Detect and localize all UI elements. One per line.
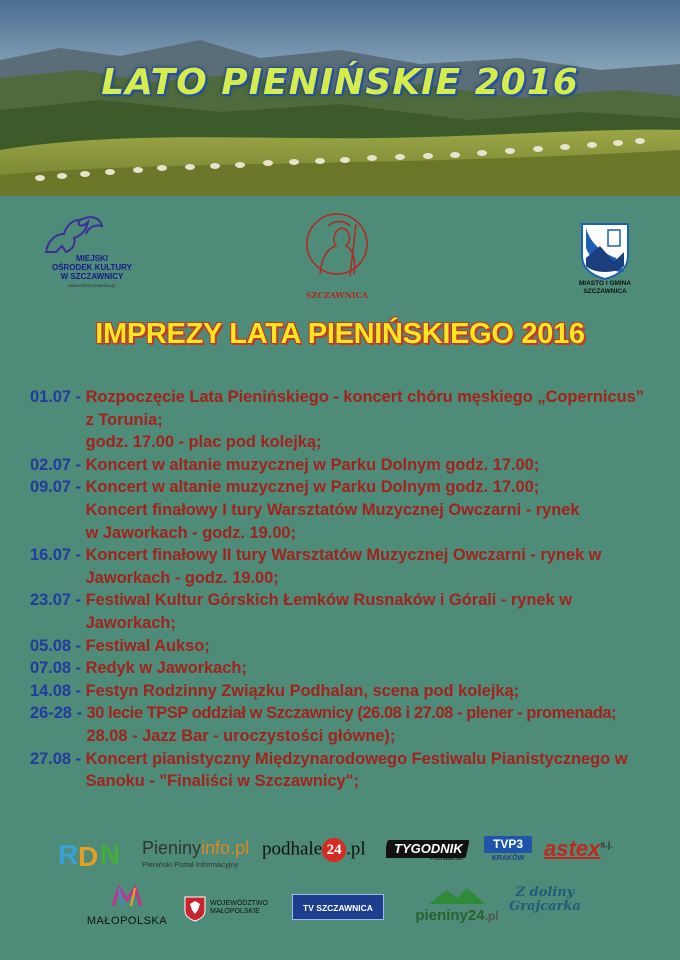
mok-caption: [48, 254, 136, 290]
poster-title: LATO PIENIŃSKIE 2016: [101, 62, 579, 103]
event-item: [30, 657, 660, 680]
szczawnica-logo-caption: SZCZAWNICA: [305, 290, 369, 300]
event-item: [30, 635, 660, 658]
astex-suffix: s.j.: [600, 839, 613, 850]
gmina-caption-line-1: MIASTO I GMINA: [578, 280, 632, 287]
szczawnica-anniversary-logo: [298, 204, 376, 304]
events-list: [30, 386, 660, 793]
mok-caption-line-2: OŚRODEK KULTURY: [52, 263, 132, 272]
astex-name: astex: [544, 836, 601, 861]
pieniny24-logo: [412, 886, 502, 926]
event-line: w Jaworkach - godz. 19.00;: [85, 523, 297, 542]
events-heading: IMPREZY LATA PIENIŃSKIEGO 2016: [95, 318, 585, 350]
podhale24-suffix: .pl: [346, 838, 366, 860]
tygodnik-name: TYGODNIK: [394, 841, 463, 856]
event-item: [30, 454, 660, 477]
event-line: 28.08 - Jazz Bar - uroczystości główne);: [86, 726, 396, 745]
pieniny24-name: [412, 907, 502, 924]
event-line: Koncert finałowy II tury Warsztatów Muzycznej Owczarni - rynek w: [85, 546, 602, 565]
header-landscape-image: [0, 0, 680, 200]
pieniny-info-name-b: info.pl: [201, 838, 250, 858]
event-date: 05.08 -: [30, 636, 86, 655]
pieniny-info-name: [142, 838, 254, 859]
event-item: [30, 748, 660, 793]
pieniny24-name-a: pieniny24: [415, 907, 485, 924]
event-date: 23.07 -: [30, 591, 86, 610]
event-line: Festiwal Aukso;: [85, 636, 210, 655]
svg-text:N: N: [100, 839, 121, 870]
gmina-coat-of-arms: [574, 222, 636, 302]
event-line: Koncert w altanie muzycznej w Parku Dolnym godz. 17.00;: [85, 478, 540, 497]
malopolska-name: MAŁOPOLSKA: [86, 915, 168, 927]
event-line: Jaworkach - godz. 19.00;: [85, 568, 279, 587]
z-doliny-line-1: Z doliny: [515, 885, 575, 900]
podhale24-number: 24: [322, 838, 346, 862]
z-doliny-line-2: Grajcarka: [509, 899, 581, 914]
podhale24-logo: [262, 838, 374, 866]
mok-caption-line-1: MIEJSKI: [75, 254, 108, 263]
event-item: [30, 702, 660, 747]
event-line: Rozpoczęcie Lata Pienińskiego - koncert chóru męskiego „Copernicus”: [85, 388, 644, 406]
event-line: Koncert w altanie muzycznej w Parku Dolnym godz. 17.00;: [85, 455, 540, 474]
pieniny-info-tagline: Pieniński Portal Informacyjny: [142, 860, 239, 869]
svg-text:D: D: [78, 841, 99, 872]
event-line: Koncert finałowy I tury Warsztatów Muzycznej Owczarni - rynek: [85, 500, 580, 519]
pieniny-info-logo: [142, 838, 254, 872]
event-line: Sanoku - "Finaliści w Szczawnicy";: [85, 772, 359, 791]
mok-logo: [36, 212, 136, 302]
event-item: [30, 476, 660, 544]
event-date: 02.07 -: [30, 455, 86, 474]
tvp3-name: TVP3: [484, 836, 532, 853]
wojewodztwo-name-line-1: WOJEWÓDZTWO: [210, 900, 268, 907]
malopolska-mark-icon: [107, 884, 147, 908]
rdn-logo: [56, 834, 126, 872]
wojewodztwo-name: [210, 900, 268, 916]
wojewodztwo-name-line-2: MAŁOPOLSKIE: [210, 908, 260, 915]
event-date: 16.07 -: [30, 546, 86, 565]
event-date: 14.08 -: [30, 681, 86, 700]
event-line: Festyn Rodzinny Związku Podhalan, scena pod kolejką;: [85, 681, 520, 700]
pieniny-info-name-a: Pieniny: [142, 838, 202, 858]
z-doliny-grajcarka-logo: [508, 886, 582, 926]
event-line: Redyk w Jaworkach;: [85, 659, 247, 678]
event-line: godz. 17.00 - plac pod kolejką;: [85, 433, 322, 452]
event-date: 07.08 -: [30, 659, 86, 678]
event-item: [30, 544, 660, 589]
tv-szczawnica-logo: TV SZCZAWNICA: [292, 894, 384, 920]
tvp3-city: KRAKÓW: [491, 855, 525, 862]
astex-logo: [544, 836, 630, 862]
mountain-icon: [427, 886, 487, 906]
event-date: 26-28 -: [30, 704, 87, 723]
gmina-caption: [568, 280, 642, 296]
tygodnik-podhalanski-logo: [386, 838, 472, 864]
mok-caption-line-3: W SZCZAWNICY: [60, 272, 124, 281]
svg-text:R: R: [58, 839, 79, 870]
gmina-caption-line-2: SZCZAWNICA: [583, 288, 627, 295]
podhale24-name: podhale: [262, 838, 323, 860]
event-date: 01.07 -: [30, 388, 86, 406]
event-line: Festiwal Kultur Górskich Łemków Rusnaków i Górali - rynek w: [85, 591, 572, 610]
event-line: Koncert pianistyczny Międzynarodowego Festiwalu Pianistycznego w: [85, 749, 628, 768]
coat-of-arms-icon: [580, 222, 630, 280]
event-date: 09.07 -: [30, 478, 86, 497]
event-item: [30, 589, 660, 634]
tygodnik-sub: Podhalański: [430, 856, 463, 862]
eagle-shield-icon: [184, 896, 206, 922]
event-line: Jaworkach;: [85, 613, 176, 632]
event-item: [30, 386, 660, 454]
malopolska-logo: [84, 884, 170, 926]
mountaineer-emblem-icon: [298, 204, 376, 290]
rdn-logo-icon: [56, 834, 126, 872]
tvp3-krakow-logo: [484, 836, 532, 872]
event-line: z Torunia;: [85, 410, 163, 429]
event-item: [30, 680, 660, 703]
mok-url: www.mokszczawnica.pl: [68, 283, 116, 288]
pieniny24-name-b: .pl: [484, 909, 499, 923]
event-line: 30 lecie TPSP oddział w Szczawnicy (26.08 i 27.08 - plener - promenada;: [86, 704, 617, 723]
event-date: 27.08 -: [30, 749, 86, 768]
wojewodztwo-malopolskie-logo: [184, 896, 280, 926]
